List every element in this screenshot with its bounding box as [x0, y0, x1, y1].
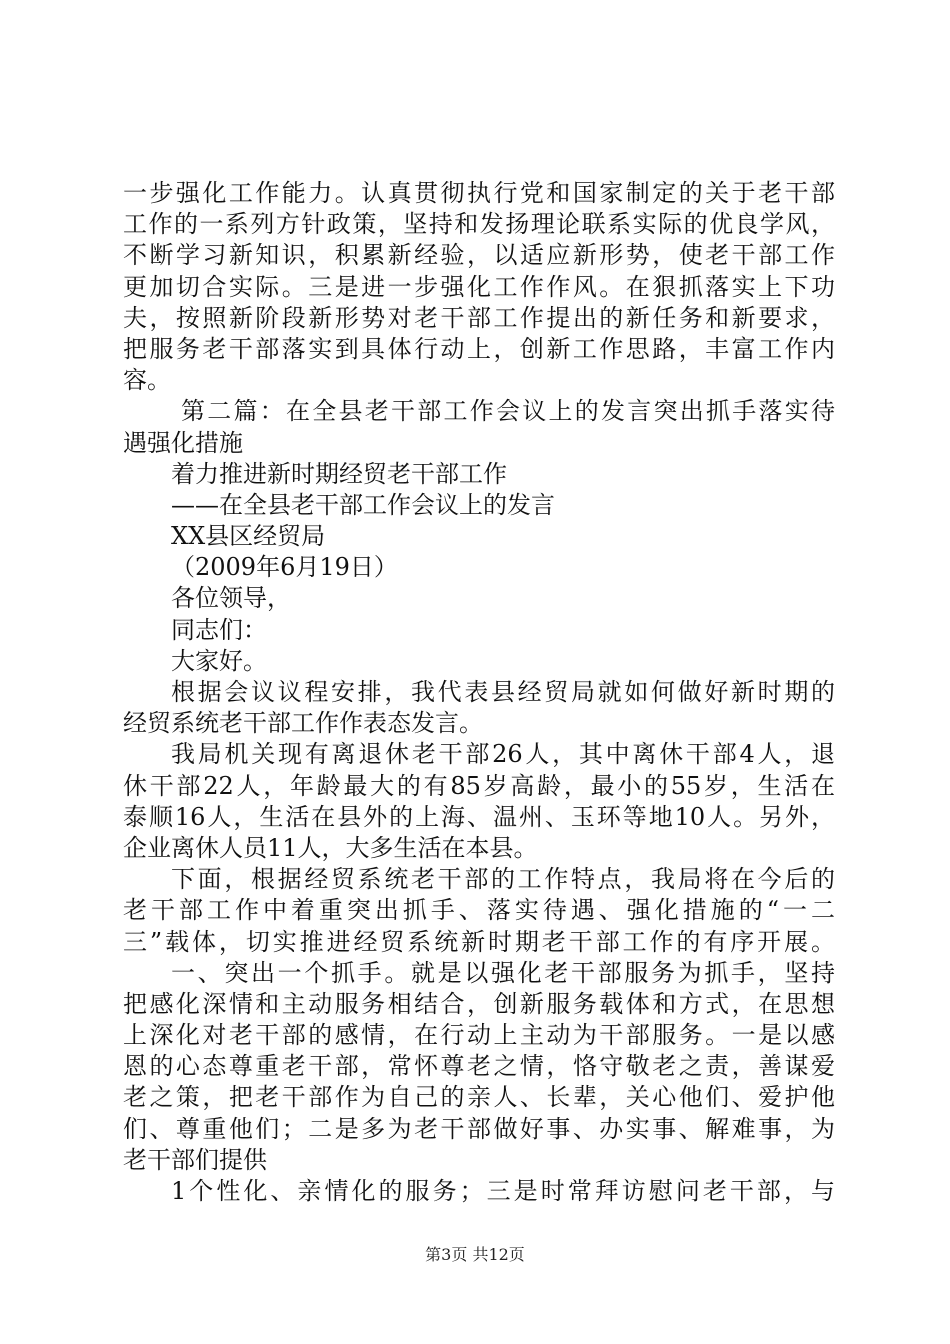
- text-line-4: 更加切合实际。三是进一步强化工作作风。在狠抓落实上下功: [123, 272, 835, 301]
- text-line-24: 老干部工作中着重突出抓手、落实待遇、强化措施的“一二: [123, 896, 835, 925]
- document-body: [123, 178, 835, 1207]
- text-line-7: 容。: [123, 366, 171, 395]
- salutation-1: 各位领导，: [171, 584, 291, 613]
- text-line-17: 根据会议议程安排，我代表县经贸局就如何做好新时期的: [171, 678, 835, 706]
- speaker-organization: XX县区经贸局: [171, 522, 326, 551]
- text-line-26: 一、突出一个抓手。就是以强化老干部服务为抓手，坚持: [171, 958, 835, 987]
- text-line-2: 工作的一系列方针政策，坚持和发扬理论联系实际的优良学风，: [123, 210, 835, 239]
- text-line-3: 不断学习新知识，积累新经验，以适应新形势，使老干部工作: [123, 241, 835, 270]
- text-line-22: 企业离休人员11人，大多生活在本县。: [123, 833, 538, 862]
- text-line-1: 一步强化工作能力。认真贯彻执行党和国家制定的关于老干部: [123, 179, 835, 207]
- text-line-19: 我局机关现有离退休老干部26人，其中离休干部4人，退: [171, 740, 835, 769]
- section-heading-line-2: 遇强化措施: [123, 428, 243, 457]
- speech-title: 着力推进新时期经贸老干部工作: [171, 459, 507, 488]
- page-footer: 第3页 共12页: [425, 1245, 525, 1264]
- text-line-6: 把服务老干部落实到具体行动上，创新工作思路，丰富工作内: [123, 334, 835, 363]
- text-line-28: 上深化对老干部的感情，在行动上主动为干部服务。一是以感: [123, 1021, 835, 1050]
- text-line-30: 老之策，把老干部作为自己的亲人、长辈，关心他们、爱护他: [123, 1083, 835, 1112]
- text-line-18: 经贸系统老干部工作作表态发言。: [123, 709, 483, 738]
- text-line-29: 恩的心态尊重老干部，常怀尊老之情，恪守敬老之责，善谋爱: [123, 1052, 835, 1081]
- speech-subtitle: ——在全县老干部工作会议上的发言: [171, 490, 555, 519]
- text-line-23: 下面，根据经贸系统老干部的工作特点，我局将在今后的: [171, 865, 835, 894]
- text-line-21: 泰顺16人，生活在县外的上海、温州、玉环等地10人。另外，: [123, 802, 835, 831]
- text-line-25: 三”载体，切实推进经贸系统新时期老干部工作的有序开展。: [123, 927, 835, 956]
- salutation-2: 同志们：: [171, 615, 267, 644]
- text-line-5: 夫，按照新阶段新形势对老干部工作提出的新任务和新要求，: [123, 303, 835, 332]
- text-line-31: 们、尊重他们；二是多为老干部做好事、办实事、解难事，为: [123, 1114, 835, 1143]
- text-line-32: 老干部们提供: [123, 1145, 267, 1174]
- text-line-33: 1个性化、亲情化的服务；三是时常拜访慰问老干部，与: [171, 1177, 835, 1205]
- text-line-20: 休干部22人，年龄最大的有85岁高龄，最小的55岁，生活在: [123, 771, 835, 800]
- text-line-27: 把感化深情和主动服务相结合，创新服务载体和方式，在思想: [123, 989, 835, 1018]
- section-heading-line-1: 第二篇：在全县老干部工作会议上的发言突出抓手落实待: [181, 397, 835, 426]
- greeting: 大家好。: [171, 646, 267, 675]
- speech-date: （2009年6月19日）: [171, 553, 398, 582]
